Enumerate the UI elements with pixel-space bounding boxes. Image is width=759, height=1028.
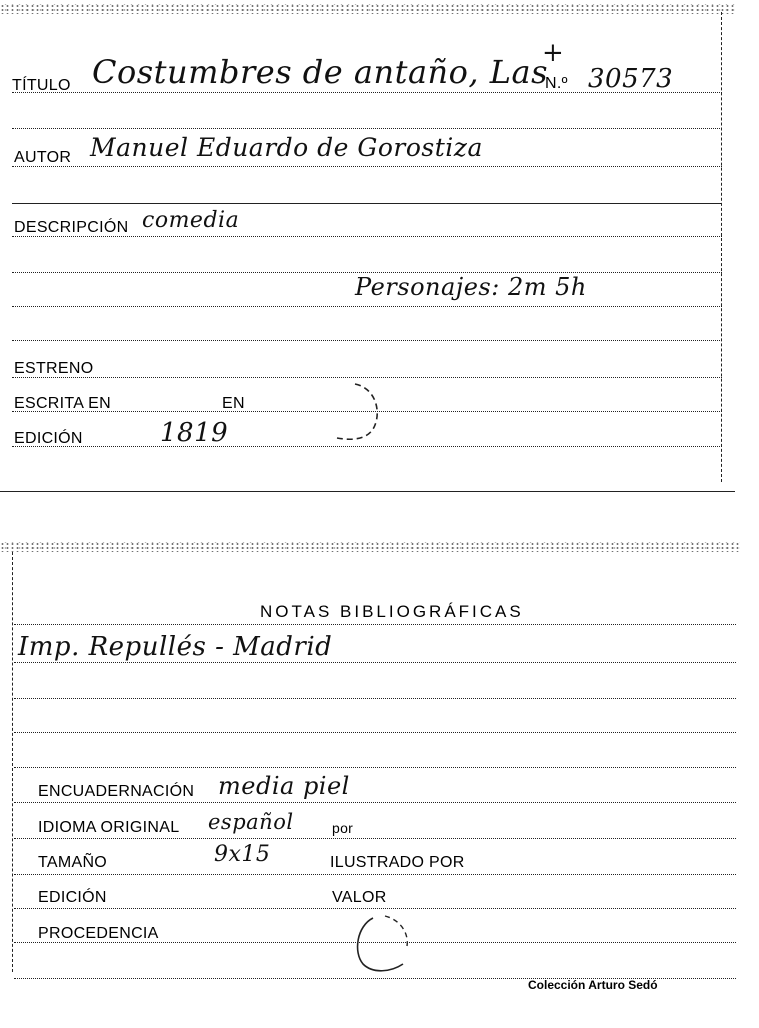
catalog-card-front: [0, 0, 735, 485]
numero-value: 30573: [588, 64, 674, 94]
notas-value: Imp. Repullés - Madrid: [18, 632, 333, 662]
notas-line-4: [14, 732, 736, 733]
catalog-card-back: [0, 538, 740, 998]
autor-label: AUTOR: [14, 149, 72, 166]
notas-line-5: [14, 767, 736, 768]
personajes-value: Personajes: 2m 5h: [355, 273, 587, 301]
notas-line-3: [14, 698, 736, 699]
descripcion-line: [12, 203, 722, 204]
idioma-line: [14, 838, 736, 839]
tamano-line: [14, 874, 736, 875]
descripcion-value: comedia: [142, 208, 240, 233]
collection-footer: Colección Arturo Sedó: [528, 978, 658, 992]
card-top-edge: [0, 542, 740, 552]
valor-label: VALOR: [332, 889, 387, 906]
card-top-edge: [0, 4, 735, 14]
ilustrado-por-label: ILUSTRADO POR: [330, 854, 465, 871]
autor-line: [12, 128, 722, 129]
procedencia-label: PROCEDENCIA: [38, 925, 159, 942]
autor-value: Manuel Eduardo de Gorostiza: [90, 133, 483, 162]
punch-hole-mark: [345, 912, 415, 982]
edicion-label: EDICIÓN: [14, 430, 83, 447]
titulo-value: Costumbres de antaño, Las: [92, 53, 548, 91]
card-bottom-line: [0, 491, 735, 492]
edicion-line: [14, 908, 736, 909]
encuadernacion-value: media piel: [218, 772, 350, 800]
edicion-value: 1819: [160, 418, 229, 448]
encuadernacion-label: ENCUADERNACIÓN: [38, 783, 195, 800]
notas-line-1: [14, 624, 736, 625]
numero-label: N.º: [545, 75, 568, 92]
escrita-en-label: ESCRITA EN: [14, 395, 111, 412]
estreno-line: [12, 377, 722, 378]
cross-mark: +: [542, 38, 565, 68]
description-line-4: [12, 306, 722, 307]
card-left-edge: [12, 552, 13, 972]
en-label: EN: [222, 395, 245, 412]
description-line-5: [12, 340, 722, 341]
descripcion-line-2: [12, 236, 722, 237]
idioma-original-label: IDIOMA ORIGINAL: [38, 819, 180, 836]
titulo-label: TÍTULO: [12, 77, 71, 94]
tamano-value: 9x15: [214, 842, 271, 867]
tamano-label: TAMAÑO: [38, 854, 108, 871]
punch-hole-mark: [325, 380, 385, 450]
encuadernacion-line: [14, 802, 736, 803]
idioma-original-value: español: [208, 810, 294, 834]
edicion-label: EDICIÓN: [38, 889, 107, 906]
por-label: por: [332, 820, 354, 836]
descripcion-label: DESCRIPCIÓN: [14, 219, 129, 236]
autor-line-2: [12, 166, 722, 167]
notas-heading: NOTAS BIBLIOGRÁFICAS: [260, 602, 524, 621]
estreno-label: ESTRENO: [14, 360, 94, 377]
notas-line-2: [14, 662, 736, 663]
